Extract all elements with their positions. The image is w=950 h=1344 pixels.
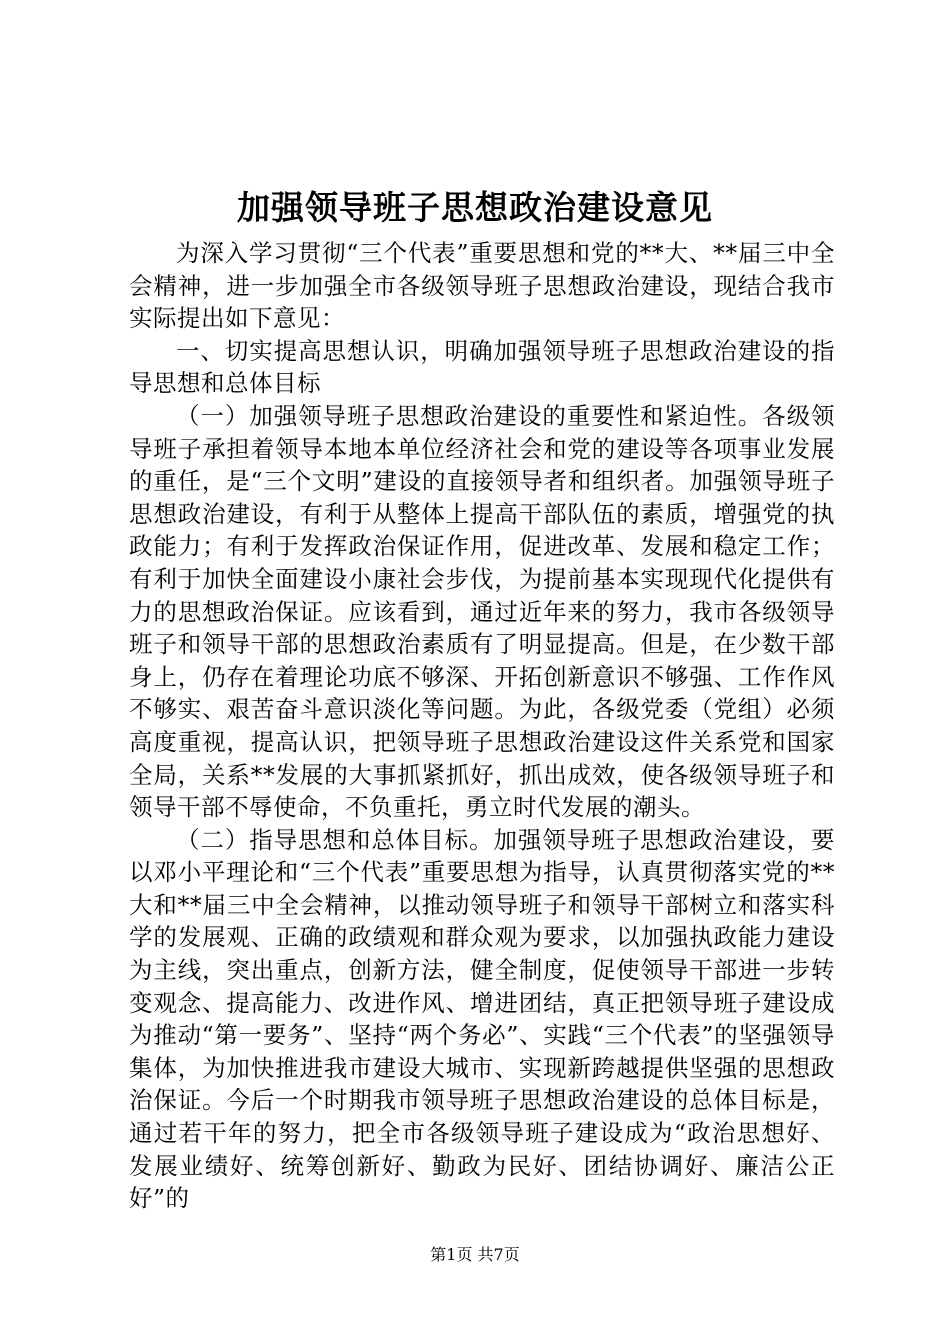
paragraph-intro: 为深入学习贯彻“三个代表”重要思想和党的**大、**届三中全会精神，进一步加强全市各级领导班子思想政治建设，现结合我市实际提出如下意见：	[129, 239, 835, 333]
paragraph-section-heading: 一、切实提高思想认识，明确加强领导班子思想政治建设的指导思想和总体目标	[129, 336, 835, 398]
document-title: 加强领导班子思想政治建设意见	[237, 188, 713, 227]
page-number-footer: 第1页 共7页	[430, 1245, 520, 1264]
paragraph-subsection-1: （一）加强领导班子思想政治建设的重要性和紧迫性。各级领导班子承担着领导本地本单位经济社会和党的建设等各项事业发展的重任，是“三个文明”建设的直接领导者和组织者。加强领导班子思想政治建设，有利于从整体上提高干部队伍的素质，增强党的执政能力；有利于发挥政治保证作用，促进改革、发展和稳定工作；有利于加快全面建设小康社会步伐，为提前基本实现现代化提供有力的思想政治保证。应该看到，通过近年来的努力，我市各级领导班子和领导干部的思想政治素质有了明显提高。但是，在少数干部身上，仍存在着理论功底不够深、开拓创新意识不够强、工作作风不够实、艰苦奋斗意识淡化等问题。为此，各级党委（党组）必须高度重视，提高认识，把领导班子思想政治建设这件关系党和国家全局，关系**发展的大事抓紧抓好，抓出成效，使各级领导班子和领导干部不辱使命，不负重托，勇立时代发展的潮头。	[129, 401, 835, 822]
document-body	[129, 237, 835, 1215]
paragraph-subsection-2: （二）指导思想和总体目标。加强领导班子思想政治建设，要以邓小平理论和“三个代表”重要思想为指导，认真贯彻落实党的**大和**届三中全会精神，以推动领导班子和领导干部树立和落实科学的发展观、正确的政绩观和群众观为要求，以加强执政能力建设为主线，突出重点，创新方法，健全制度，促使领导干部进一步转变观念、提高能力、改进作风、增进团结，真正把领导班子建设成为推动“第一要务”、坚持“两个务必”、实践“三个代表”的坚强领导集体，为加快推进我市建设大城市、实现新跨越提供坚强的思想政治保证。今后一个时期我市领导班子思想政治建设的总体目标是，通过若干年的努力，把全市各级领导班子建设成为“政治思想好、发展业绩好、统筹创新好、勤政为民好、团结协调好、廉洁公正好”的	[129, 825, 835, 1213]
